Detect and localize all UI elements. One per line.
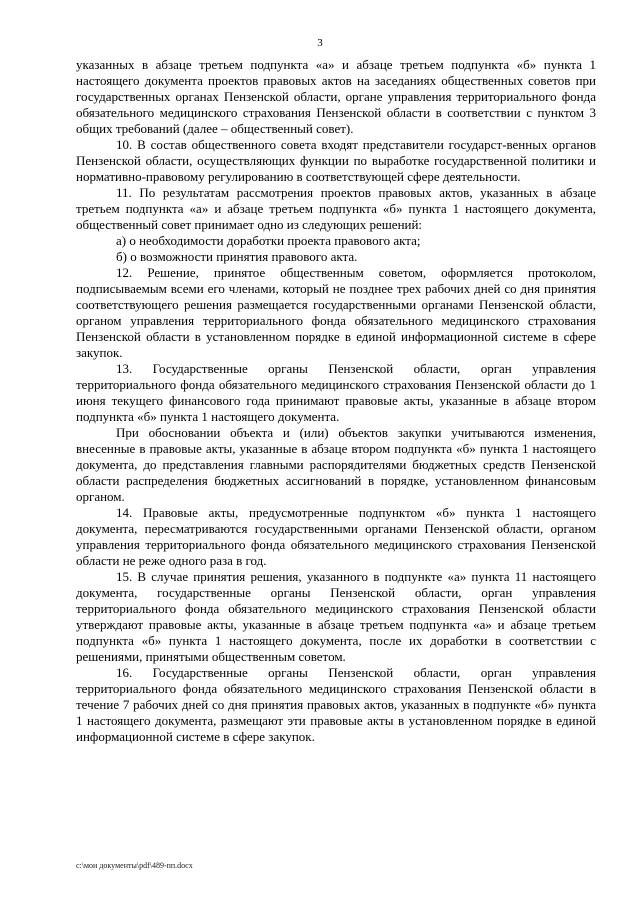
footer-file-path: c:\мои документы\pdf\489-пп.docx <box>76 861 193 870</box>
list-item-a: а) о необходимости доработки проекта правового акта; <box>116 233 421 248</box>
document-body <box>76 57 596 745</box>
page-number: 3 <box>317 37 323 49</box>
list-item-b: б) о возможности принятия правового акта. <box>116 249 358 264</box>
paragraph-continuation: указанных в абзаце третьем подпункта «а» и абзаце третьем подпункта «б» пункта 1 настоящего документа проектов правовых актов на заседаниях общественных советов при государственных органах Пензенской области, органе управления территориального фонда обязательного медицинского страхования Пензенской области в соответствии с пунктом 3 общих требований (далее – общественный совет). <box>76 57 596 136</box>
paragraph-12: 12. Решение, принятое общественным советом, оформляется протоколом, подписываемым всеми его членами, который не позднее трех рабочих дней со дня принятия соответствующего решения размещается государственными органами Пензенской области, органом управления территориального фонда обязательного медицинского страхования Пензенской области в установленном порядке в единой информационной системе в сфере закупок. <box>76 265 596 360</box>
paragraph-13-continued: При обосновании объекта и (или) объектов закупки учитываются изменения, внесенные в правовые акты, указанные в абзаце втором подпункта «б» пункта 1 настоящего документа, до представления главными распорядителями бюджетных средств Пензенской области распределения бюджетных ассигнований в порядке, установленном финансовым органом. <box>76 425 596 504</box>
paragraph-10: 10. В состав общественного совета входят представители государст-венных органов Пензенской области, осуществляющих функции по выработке государственной политики и нормативно-правовому регулированию в соответствующей сфере деятельности. <box>76 137 596 184</box>
paragraph-14: 14. Правовые акты, предусмотренные подпунктом «б» пункта 1 настоящего документа, пересматриваются государственными органами Пензенской области, органом управления территориального фонда обязательного медицинского страхования Пензенской области не реже одного раза в год. <box>76 505 596 568</box>
paragraph-11: 11. По результатам рассмотрения проектов правовых актов, указанных в абзаце третьем подпункта «а» и абзаце третьем подпункта «б» пункта 1 настоящего документа, общественный совет принимает одно из следующих решений: <box>76 185 596 232</box>
paragraph-13: 13. Государственные органы Пензенской области, орган управления территориального фонда обязательного медицинского страхования Пензенской области до 1 июня текущего финансового года принимают правовые акты, указанные в абзаце втором подпункта «б» пункта 1 настоящего документа. <box>76 361 596 424</box>
paragraph-16: 16. Государственные органы Пензенской области, орган управления территориального фонда обязательного медицинского страхования Пензенской области в течение 7 рабочих дней со дня принятия правовых актов, указанных в подпункте «б» пункта 1 настоящего документа, размещают эти правовые акты в установленном порядке в единой информационной системе в сфере закупок. <box>76 665 596 744</box>
paragraph-15: 15. В случае принятия решения, указанного в подпункте «а» пункта 11 настоящего документа, государственные органы Пензенской области, орган управления территориального фонда обязательного медицинского страхования Пензенской области утверждают правовые акты, указанные в абзаце третьем подпункта «а» и абзаце третьем подпункта «б» пункта 1 настоящего документа, после их доработки в соответствии с решениями, принятыми общественным советом. <box>76 569 596 664</box>
